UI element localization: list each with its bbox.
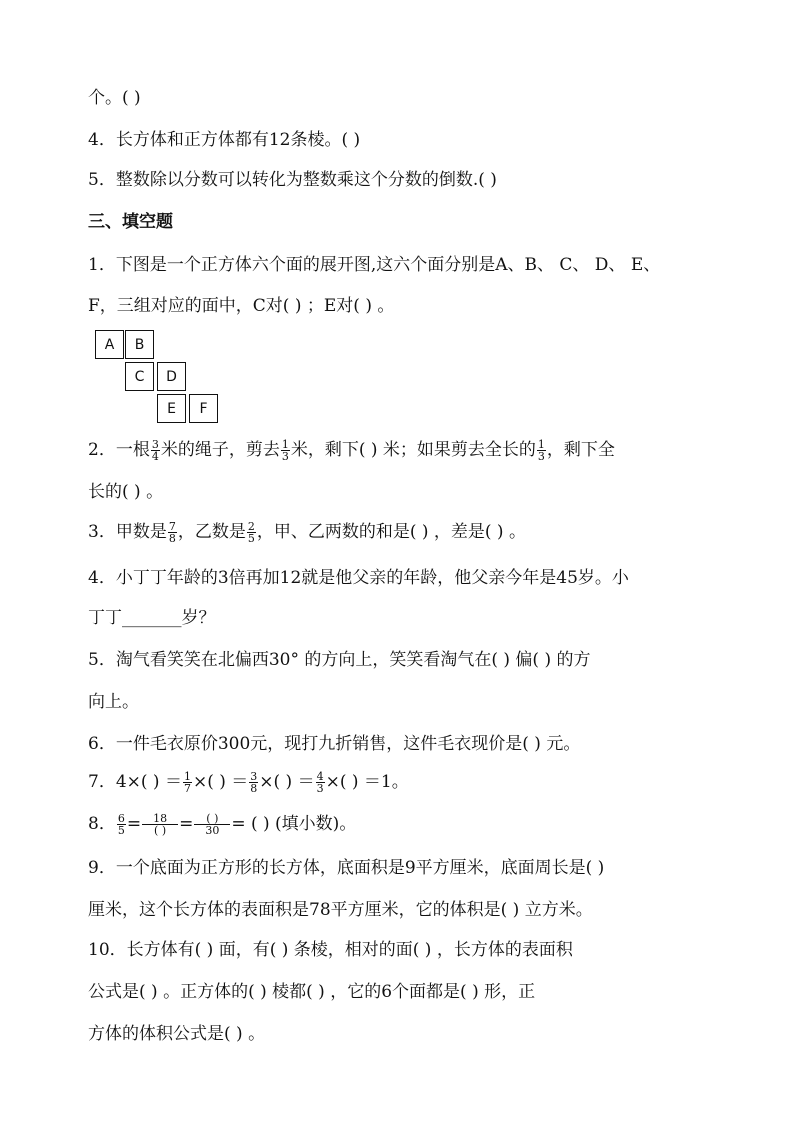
numerator: ( ) <box>194 813 230 825</box>
net-face-f: F <box>189 394 218 423</box>
q3-text: 3．甲数是 <box>88 522 167 542</box>
q2-text: ，剩下全 <box>546 440 615 460</box>
denominator: ( ) <box>154 824 167 837</box>
judge-item-5: 5．整数除以分数可以转化为整数乘这个分数的倒数.( ) <box>88 170 497 190</box>
numerator: 4 <box>316 770 324 783</box>
fraction-7-8 <box>168 521 177 544</box>
denominator: 8 <box>168 532 176 545</box>
q3-text: ，乙数是 <box>177 522 246 542</box>
q8-text: = ( ) (填小数)。 <box>231 814 357 834</box>
q8-text: 8． <box>88 814 116 834</box>
net-face-a: A <box>95 330 124 359</box>
question-10-line-3: 方体的体积公式是( ) 。 <box>88 1024 266 1044</box>
fraction-6-5 <box>117 813 126 836</box>
denominator: 5 <box>117 824 125 837</box>
q8-text: = <box>126 814 142 834</box>
question-9-line-1: 9．一个底面为正方形的长方体，底面积是9平方厘米，底面周长是( ) <box>88 858 605 878</box>
judge-item-4: 4．长方体和正方体都有12条棱。( ) <box>88 130 361 150</box>
q2-text: 2．一根 <box>88 440 150 460</box>
fraction-1-3 <box>537 439 546 462</box>
numerator: 1 <box>183 770 191 783</box>
denominator: 30 <box>205 824 220 837</box>
denominator: 4 <box>151 450 159 463</box>
question-8 <box>88 812 356 836</box>
question-1-line-1: 1．下图是一个正方体六个面的展开图,这六个面分别是A、B、 C、 D、 E、 <box>88 255 661 275</box>
question-4-line-1: 4．小丁丁年龄的3倍再加12就是他父亲的年龄，他父亲今年是45岁。小 <box>88 568 629 588</box>
fraction-3-4 <box>151 439 160 462</box>
question-4-line-2: 丁丁_______岁？ <box>88 608 216 628</box>
q2-text: 米，剩下( ) 米；如果剪去全长的 <box>290 440 536 460</box>
denominator: 3 <box>281 450 289 463</box>
question-3 <box>88 520 526 544</box>
text-line: 个。( ) <box>88 88 141 108</box>
denominator: 7 <box>183 782 191 795</box>
q7-text: ×( ) ＝1。 <box>325 772 409 792</box>
fraction-1-3 <box>281 439 290 462</box>
q2-text: 米的绳子，剪去 <box>160 440 280 460</box>
question-10-line-2: 公式是( ) 。正方体的( ) 棱都( ) ，它的6个面都是( ) 形，正 <box>88 982 536 1002</box>
numerator: 1 <box>281 438 289 451</box>
net-face-b: B <box>125 330 154 359</box>
question-5-line-2: 向上。 <box>88 692 139 712</box>
fraction-blank-30 <box>194 813 230 836</box>
numerator: 1 <box>537 438 545 451</box>
question-10-line-1: 10．长方体有( ) 面，有( ) 条棱，相对的面( ) ，长方体的表面积 <box>88 940 573 960</box>
cube-net-diagram <box>95 330 221 426</box>
question-2-line-1 <box>88 438 615 462</box>
net-face-d: D <box>157 362 186 391</box>
numerator: 2 <box>247 520 255 533</box>
q7-text: ×( ) ＝ <box>259 772 315 792</box>
q7-text: ×( ) ＝ <box>192 772 249 792</box>
numerator: 3 <box>250 770 258 783</box>
net-face-c: C <box>125 362 154 391</box>
question-2-line-2: 长的( ) 。 <box>88 482 164 502</box>
numerator: 6 <box>117 812 125 825</box>
question-1-line-2: F，三组对应的面中，C对( ) ；E对( ) 。 <box>88 296 395 316</box>
denominator: 5 <box>247 532 255 545</box>
denominator: 8 <box>250 782 258 795</box>
question-9-line-2: 厘米，这个长方体的表面积是78平方厘米，它的体积是( ) 立方米。 <box>88 900 593 920</box>
q7-text: 7．4×( ) ＝ <box>88 772 182 792</box>
fraction-1-7 <box>183 771 192 794</box>
question-7 <box>88 770 409 794</box>
fraction-2-5 <box>247 521 256 544</box>
denominator: 3 <box>316 782 324 795</box>
question-6: 6．一件毛衣原价300元，现打九折销售，这件毛衣现价是( ) 元。 <box>88 734 581 754</box>
numerator: 7 <box>168 520 176 533</box>
section-title-fill-blanks: 三、填空题 <box>88 212 173 232</box>
numerator: 18 <box>142 813 178 825</box>
fraction-4-3 <box>316 771 325 794</box>
numerator: 3 <box>151 438 159 451</box>
q8-text: = <box>179 814 194 834</box>
denominator: 3 <box>537 450 545 463</box>
question-5-line-1: 5．淘气看笑笑在北偏西30° 的方向上，笑笑看淘气在( ) 偏( ) 的方 <box>88 650 591 670</box>
q3-text: ，甲、乙两数的和是( ) ，差是( ) 。 <box>256 522 526 542</box>
fraction-3-8 <box>249 771 258 794</box>
fraction-18-blank <box>142 813 178 836</box>
net-face-e: E <box>157 394 186 423</box>
